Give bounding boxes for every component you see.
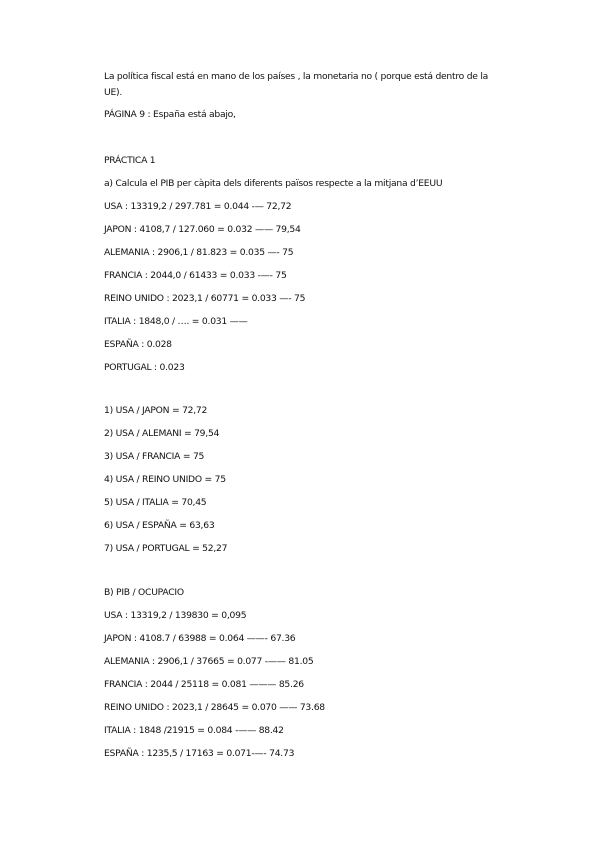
section-b-title: B) PIB / OCUPACIO	[104, 587, 184, 598]
intro-line-1: La política fiscal está en mano de los países , la monetaria no ( porque está dentro de la	[104, 71, 489, 82]
practica-title: PRÁCTICA 1	[104, 155, 156, 166]
ratio-line: 5) USA / ITALIA = 70,45	[104, 497, 207, 508]
pib-ocupacio-line: ALEMANIA : 2906,1 / 37665 = 0.077 -—— 81.05	[104, 656, 314, 667]
gdp-line: ALEMANIA : 2906,1 / 81.823 = 0.035 —- 75	[104, 247, 294, 258]
gdp-line: ESPAÑA : 0.028	[104, 339, 172, 350]
gdp-line: JAPON : 4108,7 / 127.060 = 0.032 —— 79,54	[104, 224, 301, 235]
ratio-line: 3) USA / FRANCIA = 75	[104, 451, 205, 462]
intro-line-2: UE).	[104, 87, 123, 98]
question-a: a) Calcula el PIB per càpita dels diferents països respecte a la mitjana d’EEUU	[104, 178, 443, 189]
ratio-line: 7) USA / PORTUGAL = 52,27	[104, 543, 228, 554]
gdp-line: PORTUGAL : 0.023	[104, 362, 185, 373]
pib-ocupacio-line: ITALIA : 1848 /21915 = 0.084 -—— 88.42	[104, 725, 284, 736]
gdp-line: FRANCIA : 2044,0 / 61433 = 0.033 -—- 75	[104, 270, 287, 281]
pib-ocupacio-line: FRANCIA : 2044 / 25118 = 0.081 ——— 85.26	[104, 679, 304, 690]
pib-ocupacio-line: REINO UNIDO : 2023,1 / 28645 = 0.070 —— 73.68	[104, 702, 325, 713]
gdp-line: ITALIA : 1848,0 / …. = 0.031 ——	[104, 316, 248, 327]
ratio-line: 6) USA / ESPAÑA = 63,63	[104, 520, 215, 531]
pagina-note: PÁGINA 9 : España está abajo,	[104, 109, 236, 120]
ratio-line: 1) USA / JAPON = 72,72	[104, 405, 208, 416]
gdp-line: REINO UNIDO : 2023,1 / 60771 = 0.033 —- 75	[104, 293, 306, 304]
ratio-line: 4) USA / REINO UNIDO = 75	[104, 474, 226, 485]
gdp-line: USA : 13319,2 / 297.781 = 0.044 -— 72,72	[104, 201, 292, 212]
ratio-line: 2) USA / ALEMANI = 79,54	[104, 428, 220, 439]
pib-ocupacio-line: ESPAÑA : 1235,5 / 17163 = 0.071-—- 74.73	[104, 748, 295, 759]
pib-ocupacio-line: USA : 13319,2 / 139830 = 0,095	[104, 610, 247, 621]
pib-ocupacio-line: JAPON : 4108.7 / 63988 = 0.064 ——- 67.36	[104, 633, 296, 644]
